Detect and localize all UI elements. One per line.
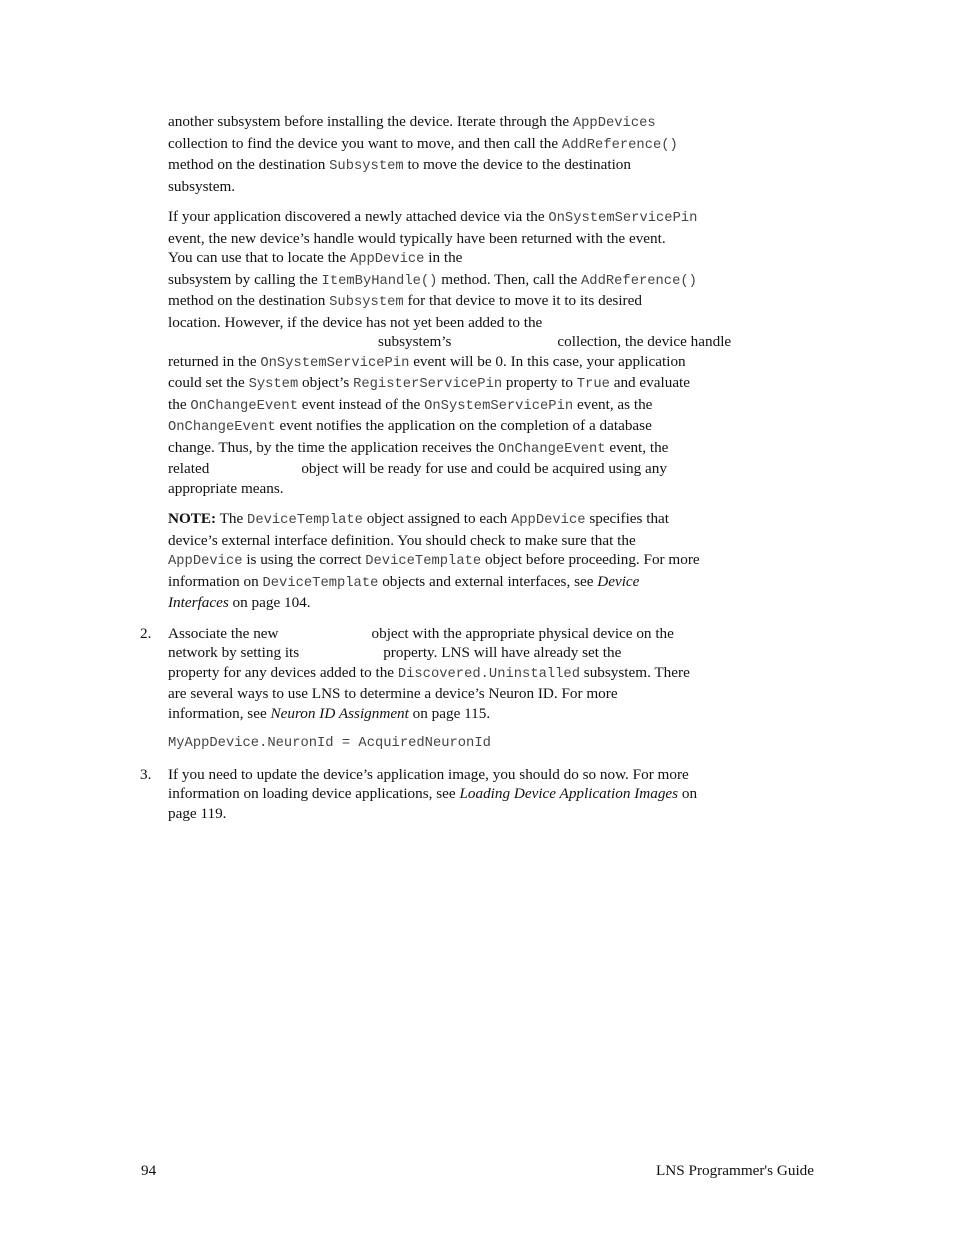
- reference-link-device-interfaces[interactable]: Device: [597, 572, 640, 590]
- code-onchangeevent: OnChangeEvent: [190, 398, 298, 414]
- paragraph-service-pin: [168, 207, 796, 498]
- code-onsystemservicepin: OnSystemServicePin: [260, 355, 410, 371]
- text-run: event, as the: [573, 395, 653, 413]
- text-run: collection to find the device you want to move, and then call the: [168, 134, 562, 152]
- text-run: on page 104.: [228, 594, 311, 611]
- code-onsystemservicepin: OnSystemServicePin: [424, 398, 574, 414]
- step-number: 3.: [140, 765, 152, 783]
- text-run: object’s: [298, 374, 354, 391]
- text-run: returned in the: [168, 352, 261, 370]
- reference-link-neuron-id-assignment[interactable]: Neuron ID Assignment: [270, 704, 409, 722]
- code-onchangeevent: OnChangeEvent: [168, 420, 276, 435]
- text-line: event, the new device’s handle would typically have been returned with the event.: [168, 229, 666, 247]
- text-run: objects and external interfaces, see: [378, 572, 598, 590]
- step-3: [140, 765, 796, 824]
- text-run: method. Then, call the: [437, 270, 582, 288]
- code-devicetemplate: DeviceTemplate: [247, 513, 363, 528]
- text-run: object before proceeding. For more: [481, 551, 700, 568]
- code-subsystem: Subsystem: [329, 295, 404, 310]
- step-number: 2.: [140, 624, 152, 642]
- reference-link-device-interfaces[interactable]: Interfaces: [168, 594, 229, 611]
- text-run: the: [168, 395, 191, 413]
- code-registerservicepin: RegisterServicePin: [353, 377, 503, 392]
- code-appdevice: AppDevice: [349, 252, 425, 267]
- text-run: event will be 0. In this case, your application: [409, 352, 686, 370]
- code-discovered-uninstalled: Discovered.Uninstalled: [397, 666, 580, 682]
- text-run: object assigned to each: [362, 510, 511, 527]
- code-devicetemplate: DeviceTemplate: [262, 575, 379, 591]
- text-run: another subsystem before installing the device. Iterate through the: [168, 113, 573, 130]
- text-line: device’s external interface definition. You should check to make sure that the: [168, 531, 636, 549]
- text-run: property to: [502, 374, 577, 391]
- text-run: specifies that: [585, 510, 670, 527]
- text-run: information, see: [168, 704, 271, 722]
- code-addreference: AddReference(): [561, 137, 678, 153]
- text-run: could set the: [168, 374, 249, 391]
- text-run: is using the correct: [242, 551, 366, 568]
- text-run: on: [678, 785, 698, 802]
- text-run: and evaluate: [609, 374, 691, 391]
- code-appdevices: AppDevices: [572, 116, 656, 131]
- text-run: in the: [424, 249, 463, 266]
- text-run: information on: [168, 572, 263, 590]
- code-addreference: AddReference(): [581, 273, 697, 289]
- text-line: page 119.: [168, 804, 227, 822]
- code-itembyhandle: ItemByHandle(): [321, 273, 438, 289]
- text-run: object will be ready for use and could be acquired using any: [301, 460, 667, 477]
- text-run: event notifies the application on the completion of a database: [275, 417, 652, 434]
- code-appdevice: AppDevice: [168, 554, 243, 569]
- text-run: collection, the device handle: [557, 333, 732, 350]
- text-run: method on the destination: [168, 292, 330, 309]
- text-run: related: [168, 460, 210, 477]
- text-run: for that device to move it to its desired: [403, 292, 642, 309]
- page-content: [140, 112, 796, 834]
- paragraph-move-device: [168, 112, 796, 196]
- page-number: 94: [141, 1162, 157, 1179]
- text-line: subsystem.: [168, 177, 236, 195]
- code-appdevice: AppDevice: [511, 513, 586, 528]
- text-run: property for any devices added to the: [168, 663, 398, 681]
- document-title: LNS Programmer's Guide: [656, 1162, 814, 1179]
- reference-link-loading-images[interactable]: Loading Device Application Images: [459, 785, 679, 802]
- text-run: subsystem by calling the: [168, 270, 322, 288]
- text-run: event, the: [605, 438, 669, 456]
- note-paragraph: [168, 509, 796, 613]
- text-run: object with the appropriate physical device on the: [371, 624, 674, 642]
- text-line: location. However, if the device has not yet been added to the: [168, 313, 543, 331]
- text-run: The: [216, 510, 248, 527]
- text-line: are several ways to use LNS to determine a device’s Neuron ID. For more: [168, 685, 618, 702]
- code-subsystem: Subsystem: [329, 159, 404, 174]
- text-run: to move the device to the destination: [403, 156, 631, 173]
- code-example-neuronid: MyAppDevice.NeuronId = AcquiredNeuronId: [168, 736, 491, 751]
- text-run: change. Thus, by the time the application receives the: [168, 438, 498, 456]
- step-2: [140, 624, 796, 724]
- text-run: If your application discovered a newly attached device via the: [168, 208, 549, 225]
- text-line: If you need to update the device’s application image, you should do so now. For more: [168, 765, 689, 783]
- note-label: NOTE:: [168, 510, 217, 527]
- text-run: You can use that to locate the: [168, 249, 350, 266]
- text-run: Associate the new: [168, 624, 279, 642]
- text-run: on page 115.: [408, 704, 491, 722]
- code-devicetemplate: DeviceTemplate: [365, 554, 482, 569]
- code-system: System: [248, 377, 299, 392]
- text-run: event instead of the: [298, 395, 425, 413]
- code-true: True: [576, 377, 610, 392]
- text-line: appropriate means.: [168, 479, 284, 497]
- text-run: method on the destination: [168, 156, 330, 173]
- text-run: subsystem’s: [378, 333, 452, 350]
- text-run: information on loading device applications, see: [168, 785, 460, 802]
- text-run: property. LNS will have already set the: [383, 644, 622, 661]
- code-onsystemservicepin: OnSystemServicePin: [548, 211, 698, 226]
- code-onchangeevent: OnChangeEvent: [497, 441, 606, 457]
- text-run: network by setting its: [168, 644, 300, 661]
- text-run: subsystem. There: [580, 663, 690, 681]
